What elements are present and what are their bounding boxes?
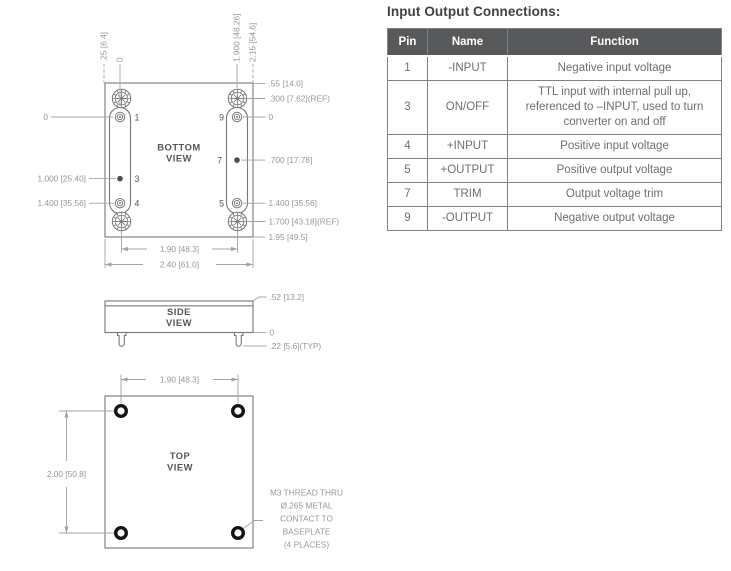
pin-cell: 7 xyxy=(388,182,428,206)
dimension-label: 1.700 [43.18](REF) xyxy=(268,216,340,227)
name-cell: +INPUT xyxy=(428,134,508,158)
function-cell: Negative output voltage xyxy=(508,206,722,230)
pin-4-icon xyxy=(115,199,124,208)
arrowhead xyxy=(121,377,128,381)
table-row xyxy=(388,158,722,182)
dimension-label: .300 [7.62](REF) xyxy=(268,93,330,104)
pin-number: 9 xyxy=(219,112,224,123)
page-title: Input Output Connections: xyxy=(387,4,561,19)
pin-number: 1 xyxy=(134,112,140,123)
pin-5-icon xyxy=(232,199,241,208)
function-cell: TTL input with internal pull up, referenced to –INPUT, used to turn converter on and off xyxy=(508,80,722,134)
bottom-view-label: BOTTOM xyxy=(157,141,201,153)
dimension-label: 2.15 [54.6] xyxy=(247,22,258,62)
mounting-screw-icon xyxy=(112,89,130,107)
dimension-label: 1.90 [48.3] xyxy=(159,243,200,254)
function-cell: Negative input voltage xyxy=(508,56,722,81)
pin-cell: 9 xyxy=(388,206,428,230)
bottom-view-label: VIEW xyxy=(166,152,192,164)
name-cell: +OUTPUT xyxy=(428,158,508,182)
table-row xyxy=(388,80,722,134)
dimension-label: 1.900 [48.26] xyxy=(231,13,242,62)
pin-cell: 5 xyxy=(388,158,428,182)
mounting-screw-icon xyxy=(112,212,130,230)
function-cell: Output voltage trim xyxy=(508,182,722,206)
arrowhead xyxy=(64,411,68,418)
dimension-label: 0 xyxy=(268,112,274,122)
dimension-label: 2.00 [50.8] xyxy=(46,469,87,479)
pin-column-left xyxy=(110,108,131,214)
function-cell: Positive output voltage xyxy=(508,158,722,182)
io-connections-panel xyxy=(387,4,723,231)
table-header-row xyxy=(388,29,722,56)
mounting-hole-icon xyxy=(233,406,244,417)
col-header-name: Name xyxy=(428,29,508,56)
pin-number: 7 xyxy=(217,155,222,166)
table-row xyxy=(388,134,722,158)
side-view-label: SIDE xyxy=(167,306,191,317)
mounting-screw-icon xyxy=(228,212,246,230)
mounting-hole-icon xyxy=(116,406,127,417)
arrowhead xyxy=(247,262,254,266)
dimension-label: 1.90 [48.3] xyxy=(159,374,200,385)
thread-note: CONTACT TO xyxy=(280,513,333,524)
pin-number: 5 xyxy=(219,198,224,209)
dimension-label: 1.400 [35.56] xyxy=(37,198,86,208)
thread-note: Ø.265 METAL xyxy=(280,500,333,511)
arrowhead xyxy=(105,262,112,266)
function-cell: Positive input voltage xyxy=(508,134,722,158)
top-view-label: TOP xyxy=(169,450,191,461)
dimension-label: .25 [6.4] xyxy=(98,32,109,62)
name-cell: ON/OFF xyxy=(428,80,508,134)
dimension-label: 0 xyxy=(43,112,48,122)
dimension-label: .22 [5.6](TYP) xyxy=(269,340,322,351)
arrowhead xyxy=(64,527,68,534)
top-view xyxy=(47,374,343,549)
pin-number: 4 xyxy=(134,198,140,209)
arrowhead xyxy=(231,247,238,251)
arrowhead xyxy=(232,377,239,381)
mounting-hole-icon xyxy=(116,528,127,539)
col-header-pin: Pin xyxy=(388,29,428,56)
pin-9-icon xyxy=(232,112,241,121)
table-row xyxy=(388,56,722,81)
dimension-label: 0 xyxy=(269,327,275,338)
thread-note: M3 THREAD THRU xyxy=(270,487,343,498)
dimension-label: 2.40 [61.0] xyxy=(159,259,200,270)
side-view-label: VIEW xyxy=(166,317,192,328)
dimension-label: 0 xyxy=(114,57,125,62)
pin-3-icon xyxy=(117,176,123,182)
side-view xyxy=(105,292,321,351)
side-pin xyxy=(235,333,244,347)
table-row xyxy=(388,206,722,230)
thread-note: (4 PLACES) xyxy=(283,539,330,550)
bottom-view xyxy=(38,14,340,270)
name-cell: TRIM xyxy=(428,182,508,206)
pin-7-icon xyxy=(234,157,240,163)
thread-note: BASEPLATE xyxy=(282,526,331,537)
leader-line xyxy=(253,297,267,301)
dimension-label: 1.95 [49.5] xyxy=(268,232,308,242)
pin-1-icon xyxy=(115,112,124,121)
name-cell: -OUTPUT xyxy=(428,206,508,230)
dimension-label: .52 [13.2] xyxy=(269,291,305,302)
pin-number: 3 xyxy=(134,174,140,184)
arrowhead xyxy=(122,247,129,251)
io-connections-table xyxy=(387,28,722,231)
dimension-label: .700 [17.78] xyxy=(268,155,313,165)
col-header-function: Function xyxy=(508,29,722,56)
pin-cell: 1 xyxy=(388,56,428,81)
dimension-label: 1.000 [25.40] xyxy=(37,173,86,184)
dimension-label: .55 [14.0] xyxy=(268,78,304,89)
dimension-label: 1.400 [35.56] xyxy=(268,198,317,208)
name-cell: -INPUT xyxy=(428,56,508,81)
top-view-label: VIEW xyxy=(167,461,193,473)
side-pin xyxy=(118,333,127,347)
table-row xyxy=(388,182,722,206)
pin-cell: 3 xyxy=(388,80,428,134)
pin-cell: 4 xyxy=(388,134,428,158)
mounting-screw-icon xyxy=(228,89,246,107)
mounting-hole-icon xyxy=(233,528,244,539)
